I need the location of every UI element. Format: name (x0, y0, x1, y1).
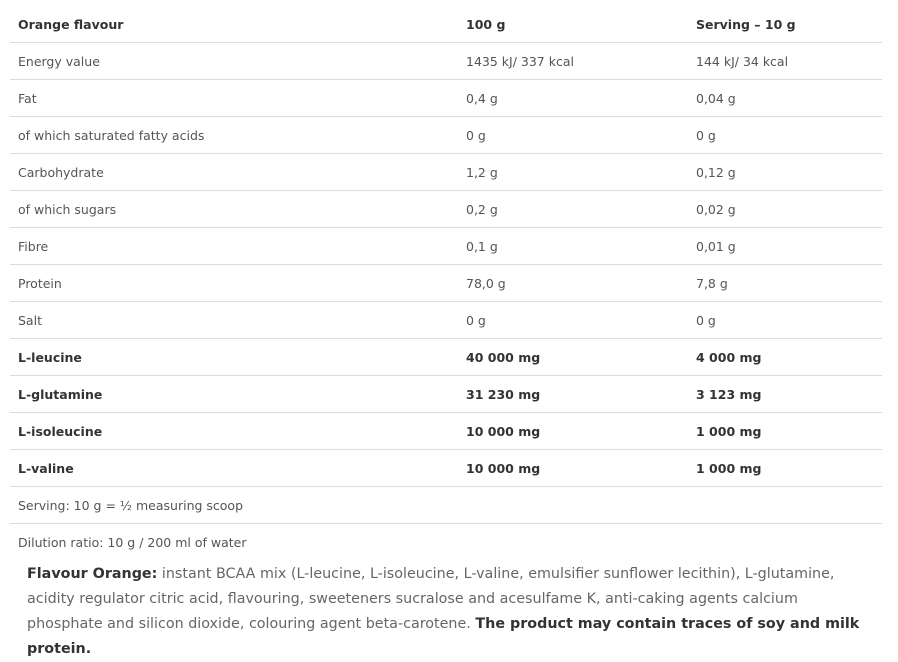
nutrient-name: Fat (10, 80, 458, 117)
nutrient-name: of which saturated fatty acids (10, 117, 458, 154)
ingredients-text (27, 562, 877, 662)
value-per-100g: 0 g (458, 302, 688, 339)
header-flavour: Orange flavour (10, 6, 458, 43)
value-per-serving: 7,8 g (688, 265, 882, 302)
nutrient-name: Protein (10, 265, 458, 302)
table-note-row (10, 487, 882, 524)
table-row (10, 80, 882, 117)
value-per-serving: 0,02 g (688, 191, 882, 228)
table-note-row (10, 524, 882, 561)
ingredients-list: instant BCAA mix (L-leucine, L-isoleucine, L-valine, emulsifier sunflower lecithin), L-glutamine, acidity regulator citric acid, flavouring, sweeteners sucralose and acesulfame K, anti-caking agents calcium phosphate and silicon dioxide, colouring agent beta-carotene. (27, 566, 835, 632)
table-row (10, 413, 882, 450)
table-row (10, 228, 882, 265)
value-per-serving: 0,01 g (688, 228, 882, 265)
value-per-100g: 78,0 g (458, 265, 688, 302)
value-per-serving: 4 000 mg (688, 339, 882, 376)
table-row (10, 376, 882, 413)
value-per-serving: 1 000 mg (688, 413, 882, 450)
value-per-serving: 0,12 g (688, 154, 882, 191)
allergen-warning: The product may contain traces of soy and milk protein. (27, 616, 860, 657)
value-per-100g: 0,4 g (458, 80, 688, 117)
value-per-100g: 10 000 mg (458, 450, 688, 487)
value-per-100g: 0,2 g (458, 191, 688, 228)
value-per-serving: 3 123 mg (688, 376, 882, 413)
value-per-serving: 0 g (688, 117, 882, 154)
value-per-serving: 0,04 g (688, 80, 882, 117)
nutrient-name: Energy value (10, 43, 458, 80)
nutrient-name: L-glutamine (10, 376, 458, 413)
value-per-100g: 0 g (458, 117, 688, 154)
table-row (10, 302, 882, 339)
table-row (10, 117, 882, 154)
value-per-100g: 1,2 g (458, 154, 688, 191)
value-per-100g: 40 000 mg (458, 339, 688, 376)
nutrient-name: Fibre (10, 228, 458, 265)
table-row (10, 43, 882, 80)
value-per-serving: 1 000 mg (688, 450, 882, 487)
table-header-row (10, 6, 882, 43)
nutrient-name: of which sugars (10, 191, 458, 228)
nutrient-name: Carbohydrate (10, 154, 458, 191)
table-note: Serving: 10 g = ½ measuring scoop (10, 487, 882, 524)
value-per-100g: 31 230 mg (458, 376, 688, 413)
table-row (10, 339, 882, 376)
nutrient-name: L-isoleucine (10, 413, 458, 450)
header-per-100g: 100 g (458, 6, 688, 43)
header-per-serving: Serving – 10 g (688, 6, 882, 43)
value-per-100g: 1435 kJ/ 337 kcal (458, 43, 688, 80)
table-row (10, 191, 882, 228)
value-per-100g: 10 000 mg (458, 413, 688, 450)
nutrient-name: Salt (10, 302, 458, 339)
nutrition-table (10, 6, 882, 560)
ingredients-label: Flavour Orange: (27, 566, 158, 582)
table-row (10, 450, 882, 487)
nutrient-name: L-valine (10, 450, 458, 487)
table-row (10, 154, 882, 191)
value-per-serving: 144 kJ/ 34 kcal (688, 43, 882, 80)
table-note: Dilution ratio: 10 g / 200 ml of water (18, 534, 247, 550)
table-row (10, 265, 882, 302)
value-per-100g: 0,1 g (458, 228, 688, 265)
nutrient-name: L-leucine (10, 339, 458, 376)
value-per-serving: 0 g (688, 302, 882, 339)
